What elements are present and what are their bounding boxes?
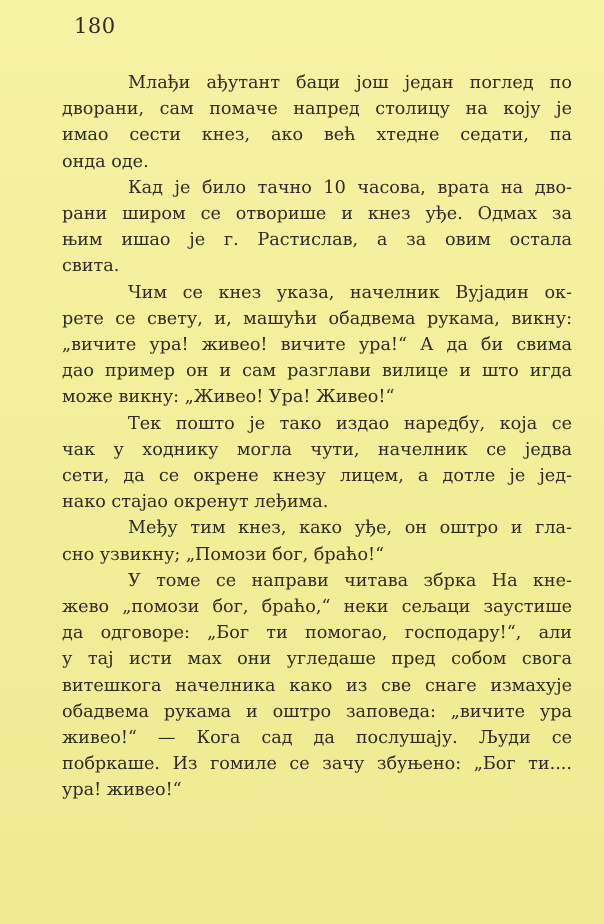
- text-line: имао сести кнез, ако већ хтедне седати, па: [62, 125, 572, 146]
- text-line: „вичите ура! живео! вичите ура!“ А да би свима: [62, 335, 572, 356]
- text-line: може викну: „Живео! Ура! Живео!“: [62, 387, 395, 408]
- text-line: сети, да се окрене кнезу лицем, а дотле је јед-: [62, 466, 572, 487]
- paragraph: [62, 70, 572, 175]
- text-line: њим ишао је г. Растислав, а за овим остала: [62, 230, 572, 251]
- text-line: ура! живео!“: [62, 780, 182, 801]
- text-line: витешкога начелника како из све снаге измахује: [62, 675, 572, 696]
- paragraph: [62, 515, 572, 567]
- paragraph: [62, 175, 572, 280]
- text-line: у тај исти мах они угледаше пред собом свога: [62, 649, 572, 670]
- text-line: дао пример он и сам разглави вилице и што игда: [62, 361, 572, 382]
- text-line: Међу тим кнез, како уђе, он оштро и гла-: [128, 518, 572, 539]
- paragraph: [62, 568, 572, 804]
- text-line: чак у ходнику могла чути, начелник се једва: [62, 439, 572, 460]
- text-line: Тек пошто је тако издао наредбу, која се: [128, 413, 572, 434]
- text-line: живео!“ — Кога сад да послушају. Људи се: [62, 728, 572, 749]
- page-number: 180: [74, 14, 116, 38]
- text-line: побркаше. Из гомиле се зачу збуњено: „Бог ти....: [62, 754, 572, 775]
- text-line: сно узвикну; „Помози бог, браћо!“: [62, 544, 385, 565]
- text-line: жево „помози бог, браћо,“ неки сељаци заустише: [62, 597, 572, 618]
- text-line: рете се свету, и, машући обадвема рукама, викну:: [62, 308, 572, 329]
- text-line: да одговоре: „Бог ти помогао, господару!“, али: [62, 623, 572, 644]
- text-line: рани широм се отворише и кнез уђе. Одмах за: [62, 204, 572, 225]
- text-line: нако стајао окренут леђима.: [62, 492, 329, 513]
- text-line: онда оде.: [62, 151, 149, 172]
- text-line: дворани, сам помаче напред столицу на коју је: [62, 99, 572, 120]
- text-line: Кад је било тачно 10 часова, врата на дво-: [128, 177, 572, 198]
- paragraph: [62, 411, 572, 516]
- paragraph: [62, 280, 572, 411]
- text-line: Чим се кнез указа, начелник Вујадин ок-: [128, 282, 572, 303]
- text-line: Млађи ађутант баци још један поглед по: [128, 73, 572, 93]
- body-text: [62, 70, 572, 804]
- text-line: свита.: [62, 256, 120, 277]
- text-line: обадвема рукама и оштро заповеда: „вичите ура: [62, 701, 572, 722]
- text-line: У томе се направи читава збрка На кне-: [128, 570, 572, 591]
